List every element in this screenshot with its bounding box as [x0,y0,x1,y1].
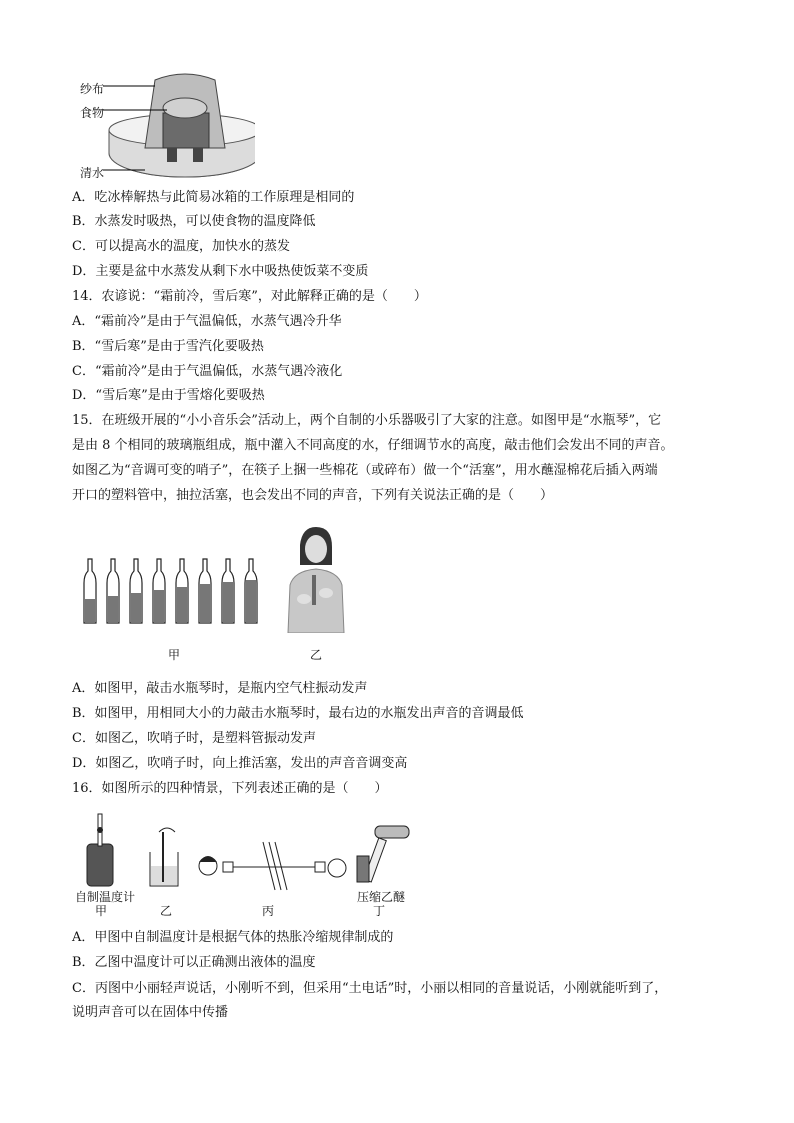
q16-option-c-line2: 说明声音可以在固体中传播 [72,1005,229,1020]
fig16-yi-label: 乙 [160,904,173,918]
four-scenes-figure [75,812,425,917]
q15-stem-line4: 开口的塑料管中，抽拉活塞，也会发出不同的声音，下列有关说法正确的是（ ） [72,488,554,503]
fig16-bing-label: 丙 [262,904,275,918]
fig16-jia-label: 甲 [95,904,108,918]
q16-stem: 16．如图所示的四种情景，下列表述正确的是（ ） [72,781,388,796]
q13-option-b: B．水蒸发时吸热，可以使食物的温度降低 [72,214,316,229]
q15-option-b: B．如图甲，用相同大小的力敲击水瓶琴时，最右边的水瓶发出声音的音调最低 [72,706,524,721]
label-water: 清水 [80,166,105,180]
q14-option-d: D．“雪后寒”是由于雪熔化要吸热 [72,388,265,403]
q14-option-b: B．“雪后寒”是由于雪汽化要吸热 [72,339,264,354]
fig16-jia-caption: 自制温度计 [75,890,136,904]
q13-option-a: A．吃冰棒解热与此简易冰箱的工作原理是相同的 [72,190,355,205]
girl-whistle-photo [282,525,350,633]
q14-option-c: C．“霜前冷”是由于气温偏低，水蒸气遇冷液化 [72,364,343,379]
q15-stem-line3: 如图乙为“音调可变的哨子”，在筷子上捆一些棉花（或碎布）做一个“活塞”，用水蘸湿棉花后插入两端 [72,463,658,478]
label-food: 食物 [80,106,105,120]
q15-stem-line2: 是由 8 个相同的玻璃瓶组成，瓶中灌入不同高度的水，仔细调节水的高度，敲击他们会发出不同的声音。 [72,438,674,453]
fig16-ding-caption: 压缩乙醚 [357,890,406,904]
fig15-label-yi: 乙 [310,648,323,662]
q16-option-c-line1: C．丙图中小丽轻声说话，小刚听不到，但采用“土电话”时，小丽以相同的音量说话，小刚就能听到了， [72,981,668,996]
q15-option-d: D．如图乙，吹哨子时，向上推活塞，发出的声音音调变高 [72,756,408,771]
fig15-label-jia: 甲 [168,648,181,662]
q16-option-a: A．甲图中自制温度计是根据气体的热胀冷缩规律制成的 [72,930,394,945]
q15-option-c: C．如图乙，吹哨子时，是塑料管振动发声 [72,731,316,746]
bottles-figure [80,555,265,625]
girl-icon [282,525,350,633]
q13-option-c: C．可以提高水的温度，加快水的蒸发 [72,239,290,254]
q14-option-a: A．“霜前冷”是由于气温偏低，水蒸气遇冷升华 [72,314,342,329]
label-gauze: 纱布 [80,82,105,96]
q14-stem: 14．农谚说：“霜前冷，雪后寒”，对此解释正确的是（ ） [72,289,427,304]
q16-option-b: B．乙图中温度计可以正确测出液体的温度 [72,955,316,970]
water-bottles-illustration [80,555,265,625]
fig16-ding-label: 丁 [373,904,386,918]
q15-option-a: A．如图甲，敲击水瓶琴时，是瓶内空气柱振动发声 [72,681,368,696]
q13-option-d: D．主要是盆中水蒸发从剩下水中吸热使饭菜不变质 [72,264,369,279]
q15-stem-line1: 15．在班级开展的“小小音乐会”活动上，两个自制的小乐器吸引了大家的注意。如图甲是“水瓶琴”，它 [72,413,662,428]
fridge-figure [75,68,255,183]
